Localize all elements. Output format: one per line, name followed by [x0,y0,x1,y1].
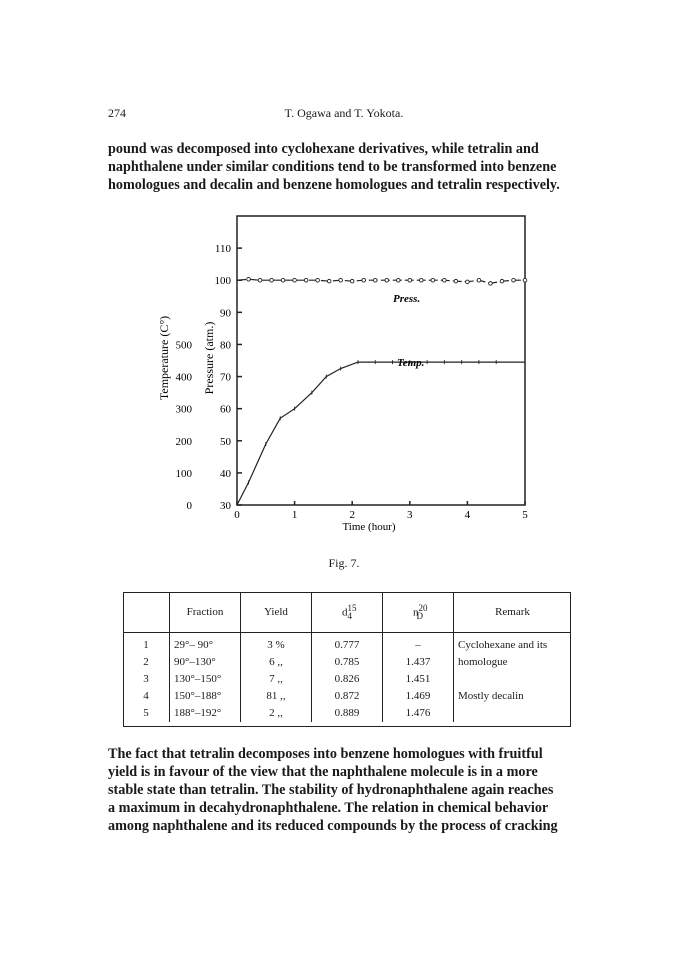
y-tick-label-pressure: 110 [214,243,231,256]
series-line-temp [237,362,525,505]
data-point-press [281,278,285,282]
col-header-refractive: $n^{20}_D$ [383,592,454,633]
x-tick-label: 4 [464,509,471,521]
y-tick-label-pressure: 80 [220,339,231,352]
data-point-press [293,278,297,282]
y-tick-label-temperature: 100 [175,467,192,480]
y-tick-label-temperature: 300 [175,403,192,416]
data-point-press [270,278,274,282]
y-tick-label-temperature: 0 [186,500,192,512]
y-tick-label-pressure: 60 [220,403,231,416]
cell-fraction: 150°–188° [170,688,241,705]
data-point-press [500,279,504,283]
x-tick-label: 5 [522,509,528,521]
cell-fraction: 130°–150° [170,671,241,688]
x-axis-label: Time (hour) [342,521,396,533]
page-number: 274 [108,106,126,120]
x-tick-label: 3 [407,509,413,521]
col-header-remark: Remark [454,592,572,633]
y-tick-label-pressure: 90 [220,307,231,320]
table-row [123,705,571,722]
data-point-press [362,278,366,282]
y-tick-label-pressure: 30 [220,500,231,512]
cell-refractive: 1.451 [383,671,454,688]
data-point-press [350,279,354,283]
cell-refractive: 1.469 [383,688,454,705]
cell-fraction: 29°– 90° [170,633,241,655]
series-label-temp: Temp. [397,357,425,369]
y-tick-label-pressure: 70 [220,371,231,384]
data-point-press [477,278,481,282]
cell-index: 4 [143,690,149,702]
data-point-press [304,278,308,282]
cell-remark: Cyclohexane and its [454,633,572,655]
cell-index: 3 [143,673,149,685]
x-tick-label: 0 [234,509,240,521]
data-point-press [373,278,377,282]
series-line-press [237,279,525,283]
data-point-press [327,279,331,283]
data-point-press [420,278,424,282]
table-row [123,633,571,655]
data-point-press [247,277,251,281]
text-line: stable state than tetralin. The stability of hydronaphthalene again reaches [108,782,554,798]
table-row [123,671,571,688]
table-row [123,654,571,671]
data-point-press [466,280,470,284]
y-tick-label-temperature: 200 [175,435,192,448]
data-point-press [523,278,527,282]
cell-remark: homologue [454,654,572,671]
cell-density: 0.889 [312,705,383,722]
cell-refractive: – [383,633,454,655]
cell-density: 0.872 [312,688,383,705]
text-line: naphthalene under similar conditions tend to be transformed into benzene [108,159,557,175]
cell-fraction: 188°–192° [170,705,241,722]
table-header-row [123,592,571,633]
y-axis-label-temperature: Temperature (C°) [157,315,171,401]
text-line: homologues and decalin and benzene homologues and tetralin respectively. [108,177,560,193]
text-line: a maximum in decahydronaphthalene. The relation in chemical behavior [108,800,549,816]
data-point-press [396,278,400,282]
y-tick-label-temperature: 500 [175,339,192,352]
cell-yield: 7 ,, [241,671,312,688]
cell-density: 0.785 [312,654,383,671]
data-table [123,592,571,727]
data-point-press [454,279,458,283]
data-point-press [258,278,262,282]
text-line: The fact that tetralin decomposes into benzene homologues with fruitful [108,746,543,762]
y-tick-label-temperature: 400 [175,371,192,384]
cell-index: 2 [143,656,149,668]
figure-caption: Fig. 7. [328,556,360,570]
cell-density: 0.777 [312,633,383,655]
cell-yield: 6 ,, [241,654,312,671]
data-point-press [339,278,343,282]
data-point-press [443,278,447,282]
running-head: T. Ogawa and T. Yokota. [284,106,404,120]
text-line: pound was decomposed into cyclohexane derivatives, while tetralin and [108,141,539,157]
data-point-press [408,278,412,282]
cell-yield: 81 ,, [241,688,312,705]
data-point-press [489,282,493,286]
series-label-press: Press. [393,293,421,305]
text-line: among naphthalene and its reduced compounds by the process of cracking [108,818,558,834]
x-tick-label: 1 [291,509,298,521]
col-header-density: $d^{15}_4$ [312,592,383,633]
figure-frame [237,216,525,505]
data-point-press [431,278,435,282]
y-tick-label-pressure: 50 [220,435,231,448]
x-tick-label: 2 [349,509,355,521]
cell-yield: 3 % [241,633,312,655]
cell-fraction: 90°–130° [170,654,241,671]
cell-refractive: 1.437 [383,654,454,671]
cell-remark: Mostly decalin [454,688,572,705]
col-header-fraction: Fraction [170,592,241,633]
y-axis-label-pressure: Pressure (atm.) [202,321,216,395]
y-tick-label-pressure: 40 [220,467,231,480]
col-header-yield: Yield [241,592,312,633]
paragraph-bottom [108,745,580,835]
col-header-index [123,592,170,633]
cell-refractive: 1.476 [383,705,454,722]
cell-remark [454,671,572,688]
y-tick-label-pressure: 100 [214,275,231,288]
data-point-press [512,278,516,282]
cell-remark [454,705,572,722]
data-point-press [385,278,389,282]
cell-density: 0.826 [312,671,383,688]
data-point-press [316,278,320,282]
cell-yield: 2 ,, [241,705,312,722]
cell-index: 5 [143,707,149,719]
cell-index: 1 [143,639,149,651]
table-row [123,688,571,705]
text-line: yield is in favour of the view that the naphthalene molecule is in a more [108,764,538,780]
